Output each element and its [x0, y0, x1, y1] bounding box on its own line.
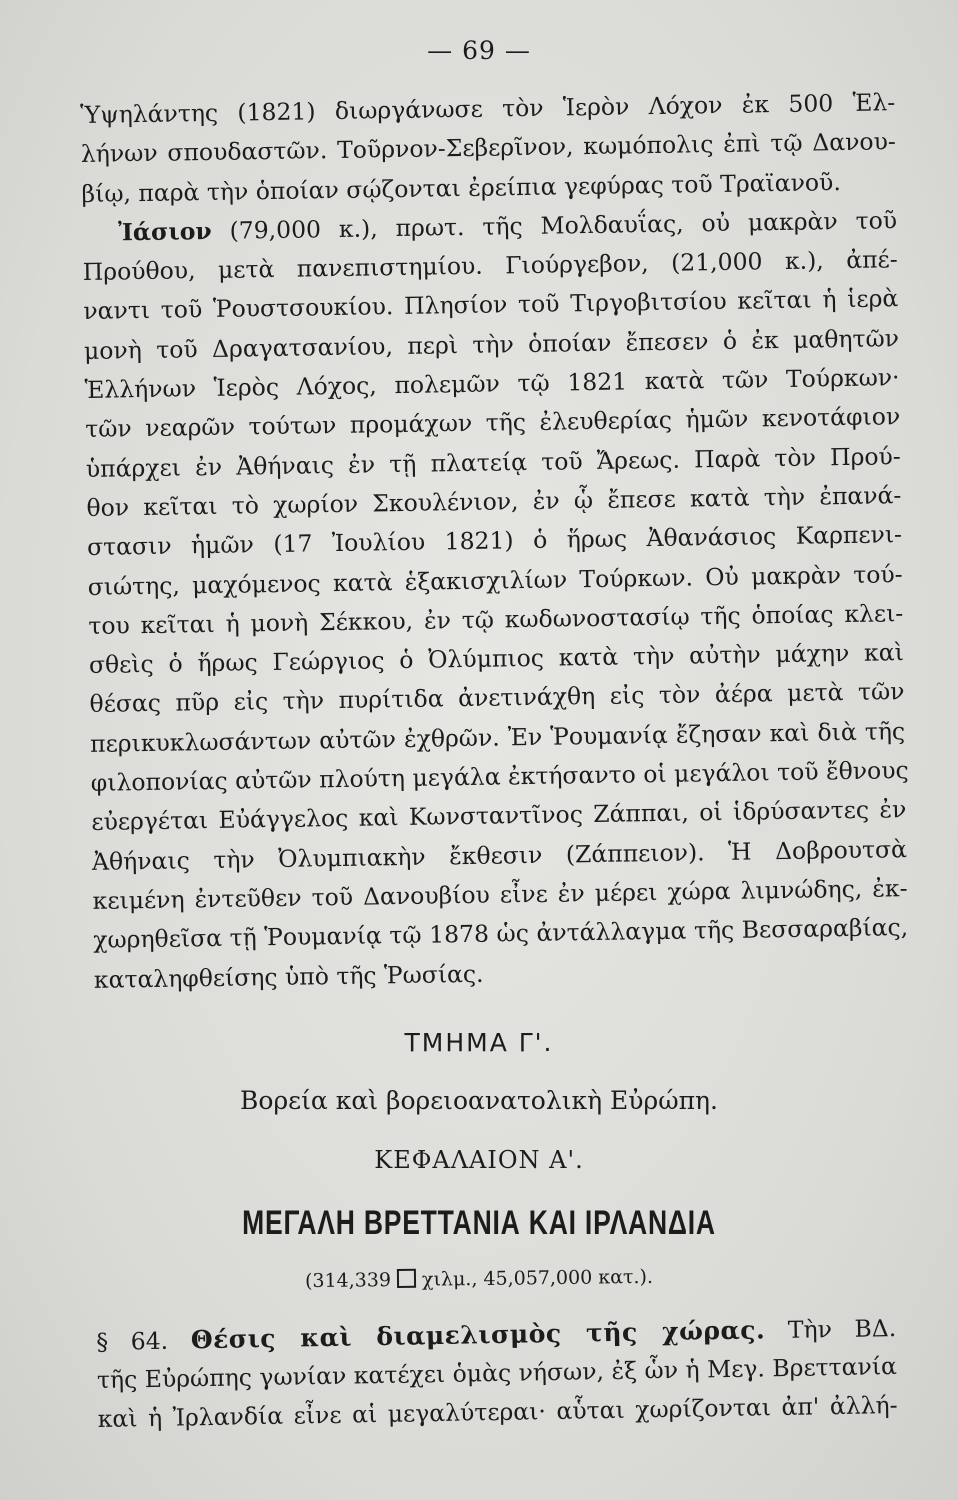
text-line: λήνων σπουδαστῶν. Τοῦρνον-Σεβερῖνον, κωμόπολις ἐπὶ τῷ Δανου- — [80, 127, 897, 169]
text-line: ναντι τοῦ Ῥουστσουκίου. Πλησίον τοῦ Τιργοβιτσίου κεῖται ἡ ἱερὰ — [83, 284, 899, 326]
text-line: τῆς Εὐρώπης γωνίαν κατέχει ὁμὰς νήσων, ἐξ ὧν ἡ Μεγ. Βρεττανία — [96, 1352, 898, 1394]
country-stats — [0, 1262, 958, 1296]
section-title: Θέσις καὶ διαμελισμὸς τῆς χώρας. — [190, 1315, 766, 1355]
section-number: § 64. — [96, 1326, 169, 1356]
text-line: Προύθου, μετὰ πανεπιστημίου. Γιούργεβον, (21,000 κ.), ἀπέ- — [82, 245, 898, 287]
country-title: ΜΕΓΑΛΗ ΒΡΕΤΤΑΝΙΑ ΚΑΙ ΙΡΛΑΝΔΙΑ — [242, 1204, 716, 1242]
text-line: τῶν νεαρῶν τούτων προμάχων τῆς ἐλευθερίας ἡμῶν κενοτάφιον — [85, 402, 901, 444]
text-line: καταληφθείσης ὑπὸ τῆς Ῥωσίας. — [93, 959, 484, 994]
text-line: Ἀθήναις τὴν Ὀλυμπιακὴν ἔκθεσιν (Ζάππειον). Ἡ Δοβρουτσὰ — [91, 834, 908, 876]
main-text-block — [80, 83, 909, 1000]
text-line: του κεῖται ἡ μονὴ Σέκκου, ἐν τῷ κωδωνοστασίῳ τῆς ὁποίας κλει- — [88, 598, 904, 640]
page-number: — 69 — — [427, 36, 531, 65]
text-line: σθεὶς ὁ ἥρως Γεώργιος ὁ Ὀλύμπιος κατὰ τὴν αὐτὴν μάχην καὶ — [88, 638, 905, 680]
text-line: κειμένη ἐντεῦθεν τοῦ Δανουβίου εἶνε ἐν μέρει χώρα λιμνώδης, ἐκ- — [92, 874, 908, 915]
entry-text: (79,000 κ.), πρωτ. τῆς Μολδαυΐας, οὐ μακρὰν τοῦ — [229, 206, 898, 245]
text-line: σιώτης, μαχόμενος κατὰ ἑξακισχιλίων Τούρκων. Οὐ μακρὰν τού- — [87, 559, 903, 601]
text-line: Ἑλλήνων Ἱερὸς Λόχος, πολεμῶν τῷ 1821 κατὰ τῶν Τούρκων· — [84, 363, 900, 405]
chapter-heading: ΚΕΦΑΛΑΙΟΝ Α'. — [374, 1146, 584, 1174]
text-line: θέσας πῦρ εἰς τὴν πυρίτιδα ἀνετινάχθη εἰς τὸν ἀέρα μετὰ τῶν — [89, 677, 905, 719]
text-line: Ὑψηλάντης (1821) διωργάνωσε τὸν Ἱερὸν Λόχον ἐκ 500 Ἑλ- — [80, 88, 896, 129]
text-line: χωρηθεῖσα τῇ Ῥουμανίᾳ τῷ 1878 ὡς ἀντάλλαγμα τῆς Βεσσαραβίας, — [93, 913, 909, 955]
area-value: (314,339 — [304, 1269, 392, 1293]
entry-term: Ἰάσιον — [117, 216, 212, 247]
population-value: χιλμ., 45,057,000 κατ.). — [421, 1265, 654, 1291]
text-line: βίῳ, παρὰ τὴν ὁποίαν σῴζονται ἐρείπια γεφύρας τοῦ Τραϊανοῦ. — [81, 167, 842, 208]
text-line: θον κεῖται τὸ χωρίον Σκουλένιον, ἐν ᾧ ἔπεσε κατὰ τὴν ἐπανά- — [86, 481, 902, 522]
square-km-icon — [397, 1269, 416, 1288]
text-line: περικυκλωσάντων αὐτῶν ἐχθρῶν. Ἐν Ῥουμανίᾳ ἔζησαν καὶ διὰ τῆς — [89, 716, 906, 758]
text-fragment: Τὴν ΒΔ. — [787, 1314, 897, 1344]
part-heading: ΤΜΗΜΑ Γ'. — [404, 1028, 554, 1057]
text-line: εὐεργέται Εὐάγγελος καὶ Κωνσταντῖνος Ζάππαι, οἱ ἱδρύσαντες ἐν — [91, 795, 907, 837]
text-line: μονὴ τοῦ Δραγατσανίου, περὶ τὴν ὁποίαν ἔπεσεν ὁ ἐκ μαθητῶν — [83, 323, 900, 365]
text-line: ὑπάρχει ἐν Ἀθήναις ἐν τῇ πλατείᾳ τοῦ Ἄρεως. Παρὰ τὸν Πρού- — [85, 441, 901, 483]
text-line: στασιν ἡμῶν (17 Ἰουλίου 1821) ὁ ἥρως Ἀθανάσιος Καρπενι- — [86, 520, 903, 562]
part-subtitle: Βορεία καὶ βορειοανατολικὴ Εὐρώπη. — [240, 1086, 718, 1115]
section-64-text — [96, 1308, 898, 1439]
text-line: φιλοπονίας αὐτῶν πλούτη μεγάλα ἐκτήσαντο οἱ μεγάλοι τοῦ ἔθνους — [90, 756, 909, 797]
text-line: καὶ ἡ Ἰρλανδία εἶνε αἱ μεγαλύτεραι· αὗται χωρίζονται ἀπ' ἀλλή- — [97, 1391, 898, 1433]
